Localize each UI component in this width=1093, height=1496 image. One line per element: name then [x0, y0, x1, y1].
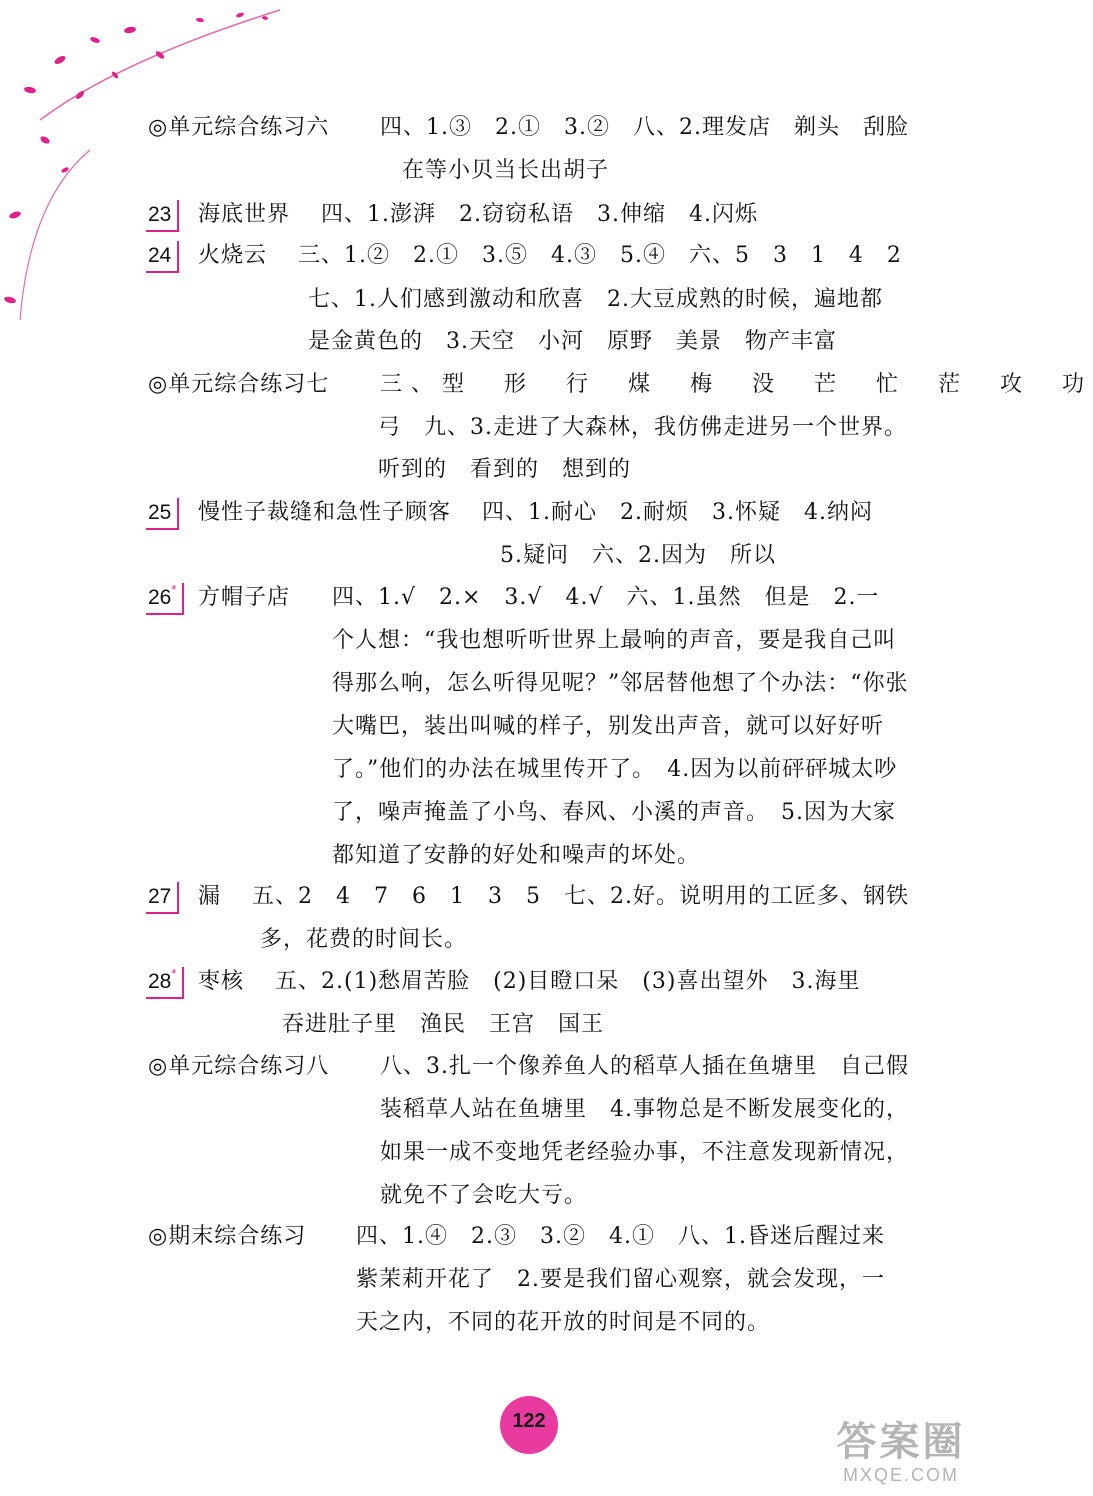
- lesson-26-line-5: 了。”他们的办法在城里传开了。 4.因为以前砰砰城太吵: [332, 757, 898, 782]
- lesson-24-line-2: 七、1.人们感到激动和欣喜 2.大豆成熟的时候，遍地都: [308, 287, 883, 312]
- page-number-badge: [500, 1396, 558, 1454]
- lesson-26-title: 方帽子店: [198, 585, 291, 610]
- unit-8-line-2: 装稻草人站在鱼塘里 4.事物总是不断发展变化的，: [380, 1097, 909, 1122]
- lesson-28-line-2: 吞进肚子里 渔民 王宫 国王: [282, 1012, 605, 1037]
- lesson-25-line-1: 慢性子裁缝和急性子顾客 四、1.耐心 2.耐烦 3.怀疑 4.纳闷: [198, 500, 873, 525]
- watermark-site: MXQE.COM: [842, 1465, 959, 1485]
- lesson-24-line-1: 火烧云 三、1.② 2.① 3.⑤ 4.③ 5.④ 六、5 3 1 4 2: [198, 243, 902, 268]
- lesson-25-line-2: 5.疑问 六、2.因为 所以: [500, 543, 776, 568]
- watermark-logo: 答案圈: [836, 1420, 966, 1464]
- unit-8-heading: ◎单元综合练习八: [148, 1054, 330, 1079]
- lesson-number-27: 27: [146, 882, 179, 914]
- lesson-number-28-text: 28: [148, 970, 172, 993]
- final-line-1: 四、1.④ 2.③ 3.② 4.① 八、1.昏迷后醒过来: [356, 1224, 885, 1249]
- lesson-number-24: 24: [146, 241, 179, 273]
- final-line-2: 紫茉莉开花了 2.要是我们留心观察，就会发现，一: [356, 1267, 885, 1292]
- lesson-26-line-6: 了，噪声掩盖了小鸟、春风、小溪的声音。 5.因为大家: [332, 800, 896, 825]
- lesson-24-line-3: 是金黄色的 3.天空 小河 原野 美景 物产丰富: [308, 329, 837, 354]
- lesson-26-line-1: 四、1.√ 2.× 3.√ 4.√ 六、1.虽然 但是 2.一: [332, 585, 880, 610]
- unit-6-heading: ◎单元综合练习六: [148, 115, 330, 140]
- unit-8-line-3: 如果一成不变地凭老经验办事，不注意发现新情况，: [380, 1140, 910, 1165]
- optional-star-28: *: [171, 966, 177, 981]
- page-number: 122: [512, 1410, 546, 1432]
- unit-7-heading: ◎单元综合练习七: [148, 372, 330, 397]
- lesson-number-25: 25: [146, 498, 179, 530]
- lesson-number-26-text: 26: [148, 586, 172, 609]
- lesson-number-26: [146, 583, 184, 615]
- final-heading: ◎期末综合练习: [148, 1224, 307, 1249]
- unit-6-line-1: 四、1.③ 2.① 3.② 八、2.理发店 剃头 刮脸: [380, 115, 909, 140]
- lesson-27-line-2: 多，花费的时间长。: [260, 927, 468, 952]
- lesson-26-line-3: 得那么响，怎么听得见呢？”邻居替他想了个办法：“你张: [332, 671, 909, 696]
- final-line-3: 天之内，不同的花开放的时间是不同的。: [356, 1310, 771, 1335]
- lesson-26-line-7: 都知道了安静的好处和噪声的坏处。: [332, 843, 701, 868]
- lesson-27-line-1: 漏 五、2 4 7 6 1 3 5 七、2.好。说明用的工匠多、钢铁: [198, 884, 909, 909]
- petal-decoration: [0, 0, 290, 330]
- unit-8-line-4: 就免不了会吃大亏。: [380, 1183, 588, 1208]
- lesson-number-23: 23: [146, 200, 179, 232]
- unit-6-line-2: 在等小贝当长出胡子: [402, 158, 610, 183]
- lesson-number-28: [146, 967, 184, 999]
- lesson-28-line-1: 枣核 五、2.(1)愁眉苦脸 (2)目瞪口呆 (3)喜出望外 3.海里: [198, 969, 861, 994]
- unit-7-line-2: 弓 九、3.走进了大森林，我仿佛走进另一个世界。: [378, 415, 907, 440]
- unit-7-line-3: 听到的 看到的 想到的: [378, 457, 632, 482]
- lesson-26-line-2: 个人想：“我也想听听世界上最响的声音，要是我自己叫: [332, 628, 897, 653]
- unit-7-line-1: 三、型 形 行 煤 梅 没 芒 忙 茫 攻 功: [380, 372, 1093, 397]
- lesson-26-line-4: 大嘴巴，装出叫喊的样子，别发出声音，就可以好好听: [332, 714, 885, 739]
- lesson-23-line-1: 海底世界 四、1.澎湃 2.窃窃私语 3.伸缩 4.闪烁: [198, 202, 758, 227]
- optional-star-26: *: [171, 582, 177, 597]
- unit-8-line-1: 八、3.扎一个像养鱼人的稻草人插在鱼塘里 自己假: [380, 1054, 909, 1079]
- watermark: [816, 1420, 986, 1486]
